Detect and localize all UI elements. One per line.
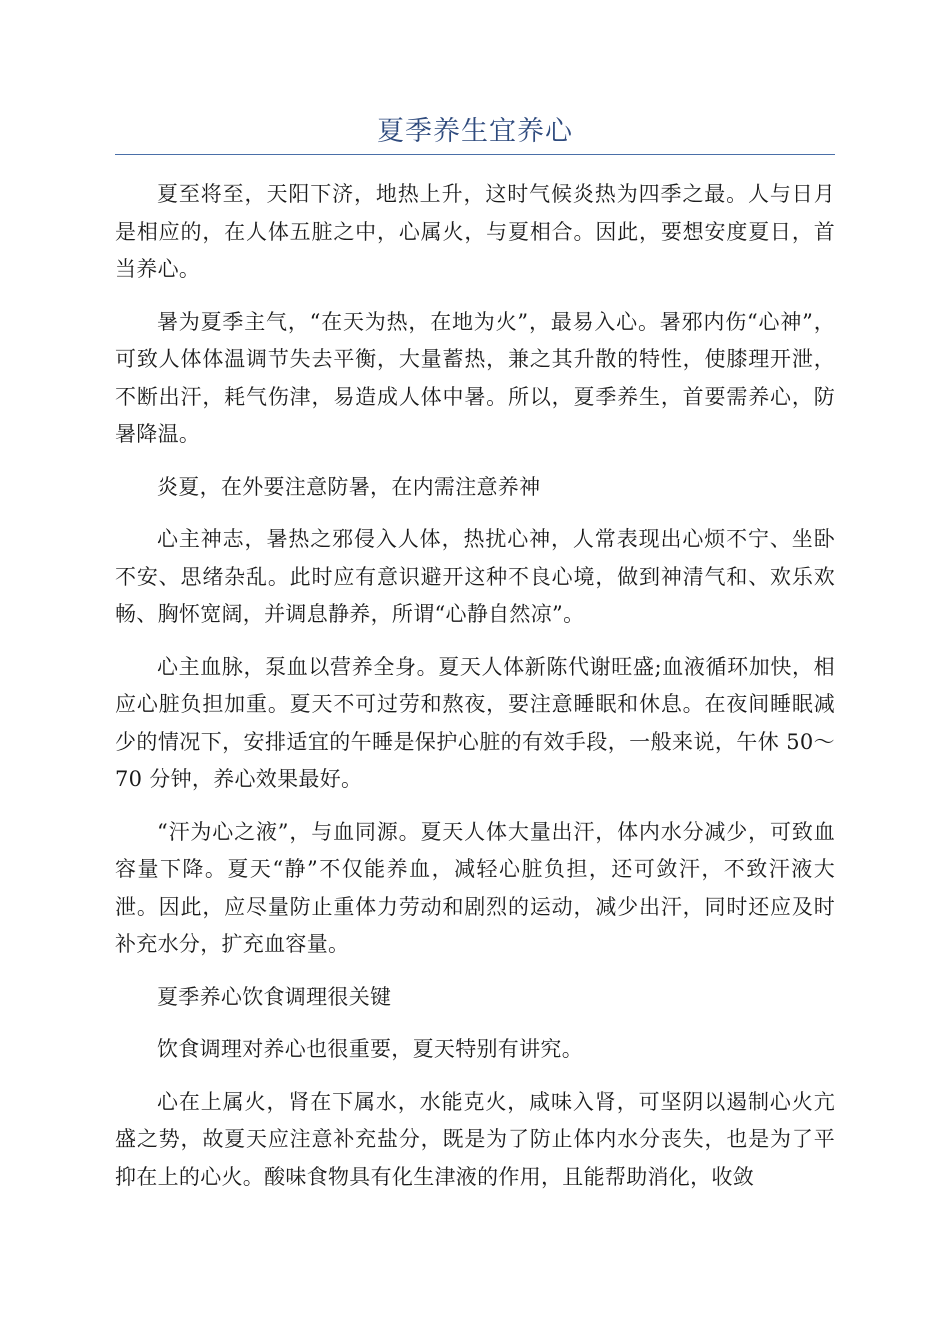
paragraph: 暑为夏季主气，“在天为热，在地为火”，最易入心。暑邪内伤“心神”，可致人体体温调节失去平衡，大量蓄热，兼之其升散的特性，使膝理开泄，不断出汗，耗气伤津，易造成人体中暑。所以，夏季养生，首要需养心，防暑降温。 bbox=[115, 309, 835, 446]
page-title: 夏季养生宜养心 bbox=[377, 116, 573, 147]
paragraph: 夏至将至，天阳下济，地热上升，这时气候炎热为四季之最。人与日月是相应的，在人体五脏之中，心属火，与夏相合。因此，要想安度夏日，首当养心。 bbox=[115, 182, 835, 281]
section-heading: 炎夏，在外要注意防暑，在内需注意养神 bbox=[157, 474, 541, 499]
paragraph: “汗为心之液”，与血同源。夏天人体大量出汗，体内水分减少，可致血容量下降。夏天“静”不仅能养血，减轻心脏负担，还可敛汗，不致汗液大泄。因此，应尽量防止重体力劳动和剧烈的运动，减少出汗，同时还应及时补充水分，扩充血容量。 bbox=[115, 819, 835, 956]
paragraph: 心主血脉，泵血以营养全身。夏天人体新陈代谢旺盛;血液循环加快，相应心脏负担加重。夏天不可过劳和熬夜，要注意睡眠和休息。在夜间睡眠减少的情况下，安排适宜的午睡是保护心脏的有效手段，一般来说，午休 50～70 分钟，养心效果最好。 bbox=[115, 654, 835, 791]
paragraph: 心在上属火，肾在下属水，水能克火，咸味入肾，可坚阴以遏制心火亢盛之势，故夏天应注意补充盐分，既是为了防止体内水分丧失，也是为了平抑在上的心火。酸味食物具有化生津液的作用，且能帮助消化，收敛 bbox=[115, 1089, 835, 1189]
document-body bbox=[115, 176, 835, 1211]
paragraph: 饮食调理对养心也很重要，夏天特别有讲究。 bbox=[157, 1037, 583, 1061]
paragraph: 心主神志，暑热之邪侵入人体，热扰心神，人常表现出心烦不宁、坐卧不安、思绪杂乱。此时应有意识避开这种不良心境，做到神清气和、欢乐欢畅、胸怀宽阔，并调息静养，所谓“心静自然凉”。 bbox=[115, 527, 835, 626]
title-underline bbox=[115, 154, 835, 155]
section-heading: 夏季养心饮食调理很关键 bbox=[157, 984, 392, 1009]
